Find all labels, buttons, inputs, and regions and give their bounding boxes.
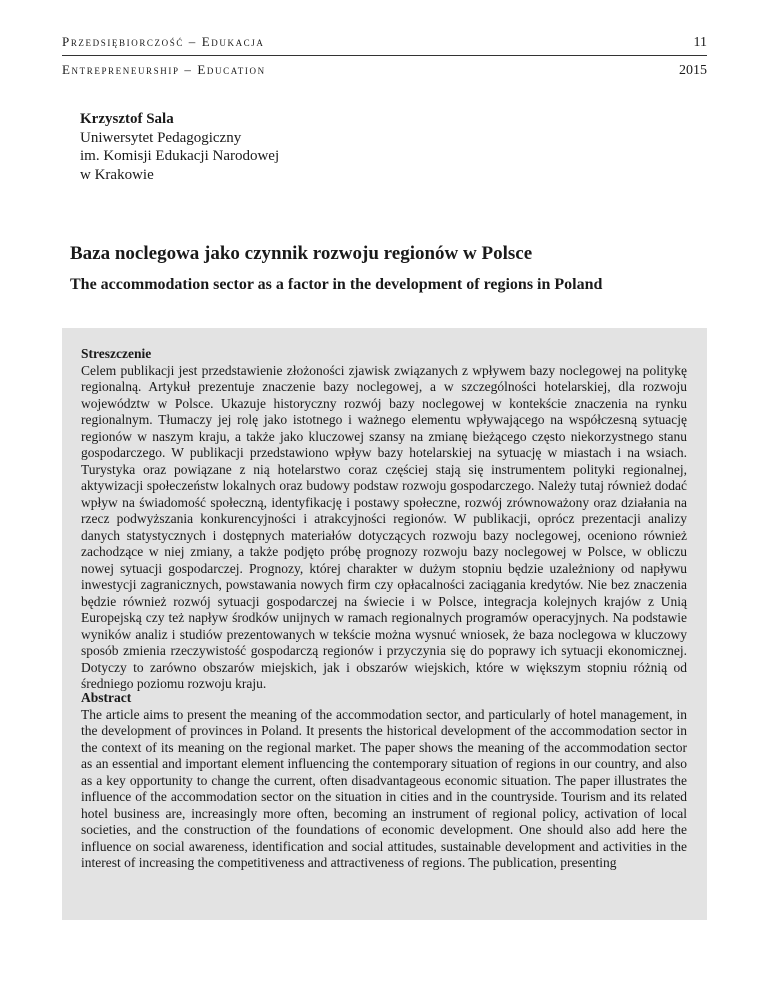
journal-title-pl: Przedsiębiorczość – Edukacja — [62, 34, 265, 49]
running-header-en — [62, 62, 707, 79]
abstract-pl-text: Celem publikacji jest przedstawienie złożoności zjawisk związanych z wpływem bazy noclegowej na politykę regionalną. Artykuł prezentuje znaczenie bazy noclegowej, a w szczególności hotelarskiej, dla rozwoju województw w Polsce. Ukazuje historyczny rozwój bazy noclegowej w kontekście znaczenia na rynku regionalnym. Tłumaczy jej rolę jako istotnego i ważnego elementu wpływającego na współczesną sytuację regionów w naszym kraju, a także jako kluczowej szansy na zmianę bieżącego często niekorzystnego stanu gospodarczego. W publikacji przedstawiono wpływ bazy hotelarskiej na sytuację w miastach i na wsiach. Turystyka oraz powiązane z nią hotelarstwo coraz częściej stają się instrumentem polityki regionalnej, aktywizacji społeczeństw lokalnych oraz budowy podstaw rozwoju gospodarczego. Należy tutaj również dodać wpływ na świadomość społeczną, identyfikację i postawy społeczne, rozwój zrównoważony oraz działania na rzecz podwyższania konkurencyjności i atrakcyjności regionów. W publikacji, oprócz prezentacji analizy danych statystycznych i dostępnych materiałów dotyczących rozwoju bazy noclegowej, oceniono również zachodzące w niej zmiany, a także podjęto próbę prognozy rozwoju bazy noclegowej w Polsce, w obliczu nowej sytuacji gospodarczej. Prognozy, której charakter w dużym stopniu będzie uzależniony od napływu inwestycji zagranicznych, powstawania nowych firm czy opłacalności zaciągania kredytów. Nie bez znaczenia będzie również rozwój sytuacji gospodarczej na świecie i w Polsce, integracja kolejnych krajów z Unią Europejską czy też napływ środków unijnych w ramach regionalnych programów operacyjnych. Na podstawie wyników analiz i studiów prezentowanych w tekście można wysnuć wniosek, że baza noclegowa w kluczowy sposób zmienia rzeczywistość gospodarczą regionów i przyczynia się do poprawy ich sytuacji ekonomicznej. Dotyczy to zarówno obszarów miejskich, jak i obszarów wiejskich, które w większym stopniu różnią od średniego poziomu rozwoju kraju. — [81, 362, 687, 691]
abstract-en-text: The article aims to present the meaning of the accommodation sector, and particularly of hotel management, in the development of provinces in Poland. It presents the historical development of the accommodation sector in the context of its meaning on the regional market. The paper shows the meaning of the accommodation sector as an essential and important element influencing the contemporary situation of regions in our country, and also as a key opportunity to change the current, often disadvantageous economic situation. The paper illustrates the influence of the accommodation sector on the situation in cities and in the countryside. Tourism and its related hotel business are, increasingly more often, becoming an instrument of regional policy, activation of local societies, and the construction of the foundations of economic development. One should also add here the influence on social awareness, identification and social attitudes, sustainable development and activities in the interest of increasing the competitiveness and attractiveness of regions. The publication, presenting — [81, 706, 687, 870]
volume-number: 11 — [693, 35, 707, 50]
affiliation-line: Uniwersytet Pedagogiczny — [80, 129, 242, 146]
author-name: Krzysztof Sala — [80, 111, 174, 127]
abstract-en-heading: Abstract — [81, 690, 132, 705]
journal-title-en: Entrepreneurship – Education — [62, 62, 266, 77]
publication-year: 2015 — [679, 63, 707, 78]
affiliation-line: w Krakowie — [80, 166, 154, 183]
running-header-pl — [62, 34, 707, 51]
abstract-pl — [81, 346, 687, 693]
affiliation-line: im. Komisji Edukacji Narodowej — [80, 148, 280, 164]
article-title-pl: Baza noclegowa jako czynnik rozwoju regionów w Polsce — [70, 243, 533, 264]
article-title-en: The accommodation sector as a factor in the development of regions in Poland — [70, 276, 603, 293]
header-divider — [62, 55, 707, 56]
author-block — [80, 110, 279, 184]
abstract-pl-heading: Streszczenie — [81, 346, 152, 361]
abstract-box — [62, 328, 707, 920]
abstract-en — [81, 690, 687, 872]
